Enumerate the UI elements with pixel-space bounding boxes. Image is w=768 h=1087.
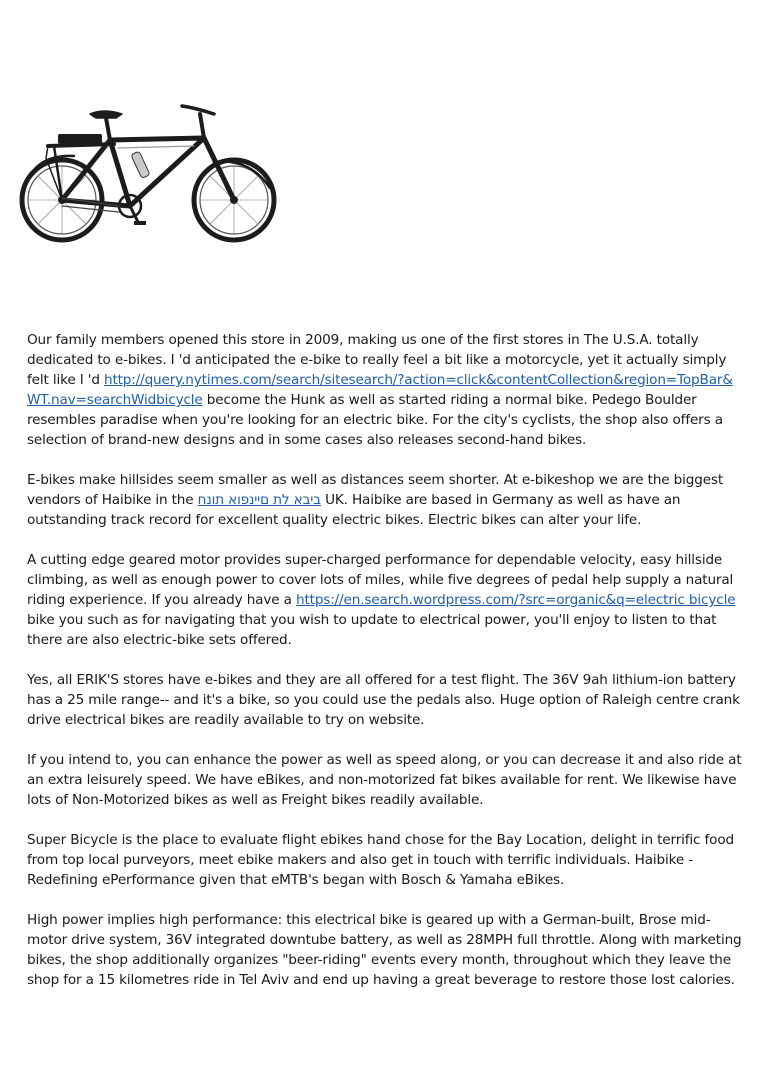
paragraph-1-text-before: Our family members opened this store in 2009, making us one of the first stores in The U.S.A. totally dedicated to e-bikes. I 'd anticipated the e-bike to really feel a bit like a motorcycle, yet it actually simply felt like I 'd (27, 332, 727, 388)
nytimes-search-link[interactable]: http://query.nytimes.com/search/sitesearch/?action=click&contentCollection&region=TopBar&WT.nav=searchWidbicycle (27, 372, 733, 408)
paragraph-5: If you intend to, you can enhance the power as well as speed along, or you can decrease it and also ride at an extra leisurely speed. We have eBikes, and non-motorized fat bikes available for rent. We likewise have lots of Non-Motorized bikes as well as Freight bikes readily available. (27, 752, 742, 808)
paragraph-4: Yes, all ERIK'S stores have e-bikes and they are all offered for a test flight. The 36V 9ah lithium-ion battery has a 25 mile range-- and it's a bike, so you could use the pedals also. Huge option of Raleigh centre crank drive electrical bikes are readily available to try on website. (27, 672, 740, 728)
hebrew-bike-shop-link[interactable]: ביבא לת םיינפוא תונח (197, 492, 321, 508)
wordpress-search-link[interactable]: https://en.search.wordpress.com/?src=organic&q=electric bicycle (296, 592, 736, 608)
paragraph-3-text-after: bike you such as for navigating that you wish to update to electrical power, you'll enjoy to listen to that there are also electric-bike sets offered. (27, 612, 717, 648)
paragraph-2-text-after: UK. Haibike are based in Germany as well as have an outstanding track record for excellent quality electric bikes. Electric bikes can alter your life. (27, 492, 681, 528)
paragraph-7: High power implies high performance: this electrical bike is geared up with a German-built, Brose mid-motor drive system, 36V integrated downtube battery, as well as 28MPH full throttle. Along with marketing bikes, the shop additionally organizes "beer-riding" events every month, throughout which they leave the shop for a 15 kilometres ride in Tel Aviv and end up having a great beverage to restore those lost calories. (27, 912, 742, 988)
paragraph-1 (27, 330, 743, 450)
paragraph-2 (27, 470, 743, 530)
paragraph-1-text-after: become the Hunk as well as started riding a normal bike. Pedego Boulder resembles paradise when you're looking for an electric bike. For the city's cyclists, the shop also offers a selection of brand-new designs and in some cases also releases second-hand bikes. (27, 392, 723, 448)
paragraph-2-text-before: E-bikes make hillsides seem smaller as well as distances seem shorter. At e-bikeshop we are the biggest vendors of Haibike in the (27, 472, 724, 508)
electric-bicycle-image (18, 88, 280, 250)
paragraph-6: Super Bicycle is the place to evaluate flight ebikes hand chose for the Bay Location, delight in terrific food from top local purveyors, meet ebike makers and also get in touch with terrific individuals. Haibike - Redefining ePerformance given that eMTB's began with Bosch & Yamaha eBikes. (27, 832, 734, 888)
paragraph-3-text-before: A cutting edge geared motor provides super-charged performance for dependable velocity, easy hillside climbing, as well as enough power to cover lots of miles, while five degrees of pedal help supply a natural riding experience. If you already have a (27, 552, 734, 608)
article-body (27, 330, 743, 1010)
paragraph-3 (27, 550, 743, 650)
